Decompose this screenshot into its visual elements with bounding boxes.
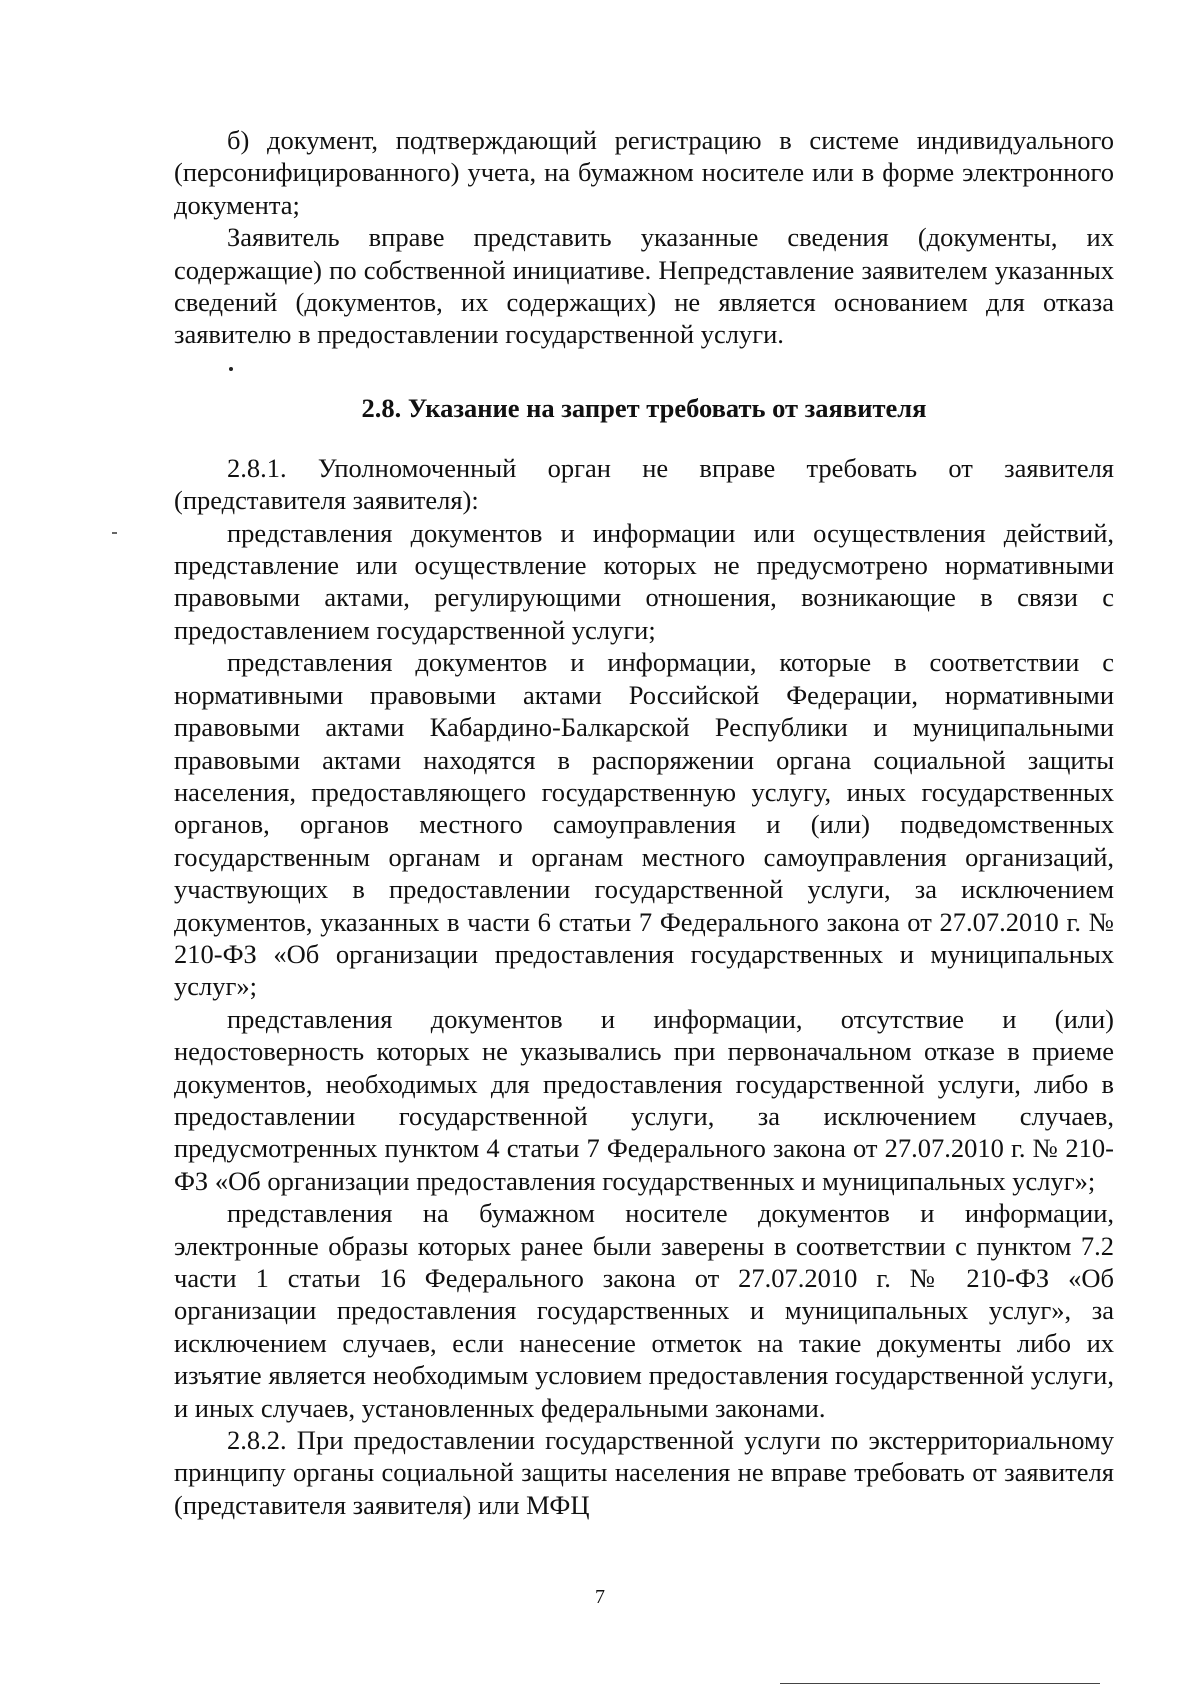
document-body: [174, 124, 1114, 1521]
paragraph-item-documents-disposal: представления документов и информации, которые в соответствии с нормативными правовыми актами Российской Федерации, нормативными правовыми актами Кабардино-Балкарской Республики и муниципальными правовыми актами находятся в распоряжении органа социальной защиты населения, предоставляющего государственную услугу, иных государственных органов, органов местного самоуправления и (или) подведомственных государственным органам и органам местного самоуправления организаций, участвующих в предоставлении государственной услуги, за исключением документов, указанных в части 6 статьи 7 Федерального закона от 27.07.2010 г. № 210-ФЗ «Об организации предоставления государственных и муниципальных услуг»;: [174, 647, 1114, 1002]
paragraph-item-paper-documents: представления на бумажном носителе документов и информации, электронные образы которых ранее были заверены в соответствии с пунктом 7.2 части 1 статьи 16 Федерального закона от 27.07.2010 г. № 210-ФЗ «Об организации предоставления государственных и муниципальных услуг», за исключением случаев, если нанесение отметок на такие документы либо их изъятие является необходимым условием предоставления государственной услуги, и иных случаев, установленных федеральными законами.: [174, 1198, 1114, 1423]
stray-dot-mark: [229, 367, 233, 371]
paragraph-item-initial-refusal: представления документов и информации, отсутствие и (или) недостоверность которых не указывались при первоначальном отказе в приеме документов, необходимых для предоставления государственной услуги, либо в предоставлении государственной услуги, за исключением случаев, предусмотренных пунктом 4 статьи 7 Федерального закона от 27.07.2010 г. № 210-ФЗ «Об организации предоставления государственных и муниципальных услуг»;: [174, 1003, 1114, 1196]
paragraph-2-8-2: 2.8.2. При предоставлении государственной услуги по экстерриториальному принципу органы социальной защиты населения не вправе требовать от заявителя (представителя заявителя) или МФЦ: [174, 1425, 1114, 1520]
page-number: 7: [595, 1586, 605, 1608]
section-heading: 2.8. Указание на запрет требовать от заявителя: [361, 392, 927, 423]
paragraph-2-8-1: 2.8.1. Уполномоченный орган не вправе требовать от заявителя (представителя заявителя):: [174, 452, 1114, 516]
paragraph-document-b: б) документ, подтверждающий регистрацию в системе индивидуального (персонифицированного) учета, на бумажном носителе или в форме электронного документа;: [174, 125, 1114, 220]
footer-rule: [780, 1683, 1100, 1684]
paragraph-item-actions: представления документов и информации или осуществления действий, представление или осуществление которых не предусмотрено нормативными правовыми актами, регулирующими отношения, возникающие в связи с предоставлением государственной услуги;: [174, 517, 1114, 645]
paragraph-applicant-right: Заявитель вправе представить указанные сведения (документы, их содержащие) по собственной инициативе. Непредставление заявителем указанных сведений (документов, их содержащих) не является основанием для отказа заявителю в предоставлении государственной услуги.: [174, 222, 1114, 350]
margin-scan-mark: [112, 532, 117, 534]
